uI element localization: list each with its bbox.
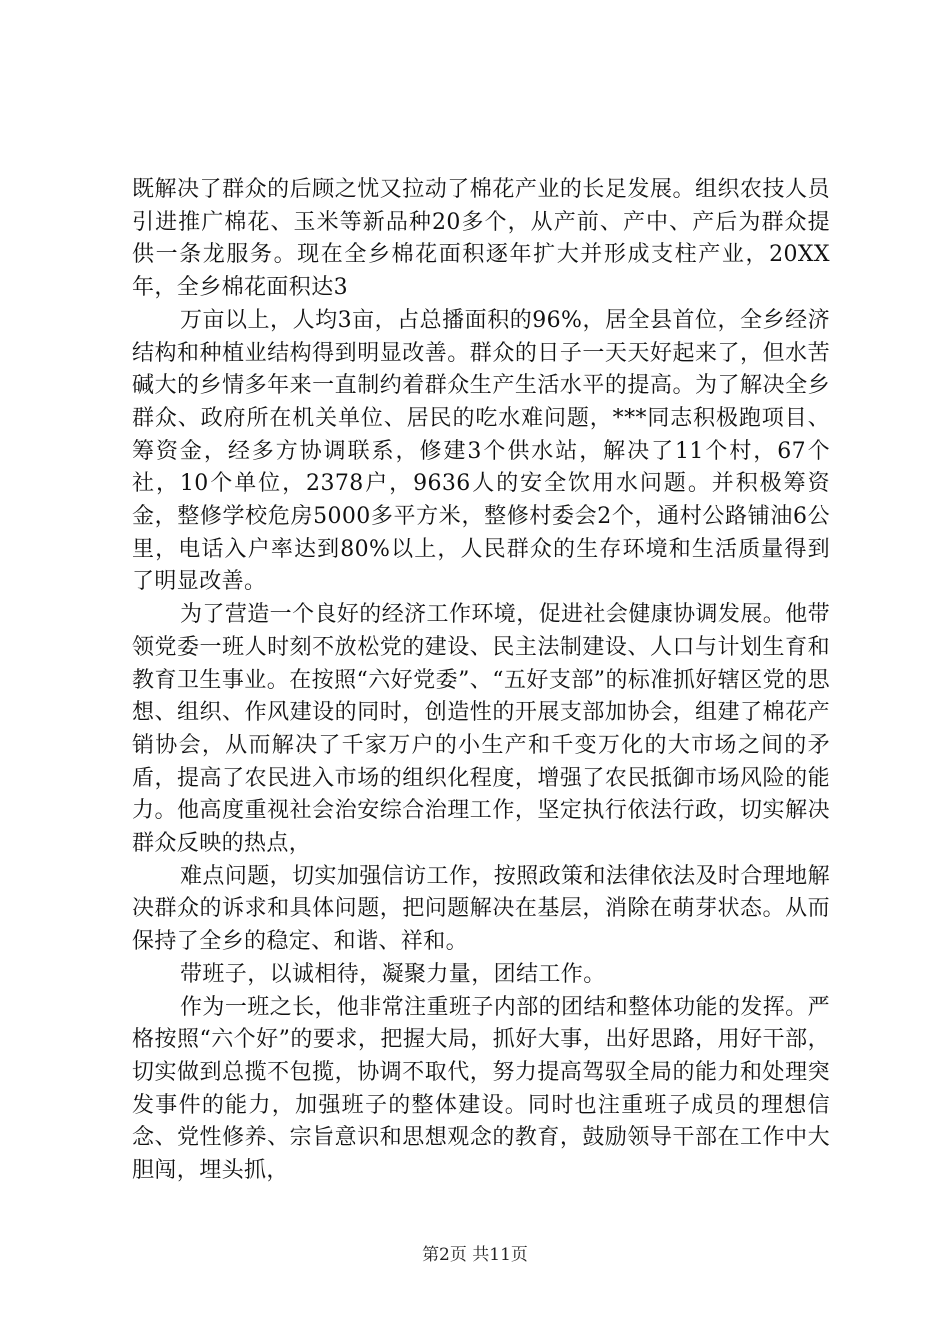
paragraph-6: 作为一班之长，他非常注重班子内部的团结和整体功能的发挥。严格按照“六个好”的要求，把握大局，抓好大事，出好思路，用好干部，切实做到总揽不包揽，协调不取代，努力提高驾驭全局的能力和处理突发事件的能力，加强班子的整体建设。同时也注重班子成员的理想信念、党性修养、宗旨意识和思想观念的教育，鼓励领导干部在工作中大胆闯，埋头抓，	[132, 994, 830, 1184]
paragraph-3: 为了营造一个良好的经济工作环境，促进社会健康协调发展。他带领党委一班人时刻不放松党的建设、民主法制建设、人口与计划生育和教育卫生事业。在按照“六好党委”、“五好支部”的标准抓好辖区党的思想、组织、作风建设的同时，创造性的开展支部加协会，组建了棉花产销协会，从而解决了千家万户的小生产和千变万化的大市场之间的矛盾，提高了农民进入市场的组织化程度，增强了农民抵御市场风险的能力。他高度重视社会治安综合治理工作，坚定执行依法行政，切实解决群众反映的热点，	[132, 602, 830, 857]
paragraph-4: 难点问题，切实加强信访工作，按照政策和法律依法及时合理地解决群众的诉求和具体问题，把问题解决在基层，消除在萌芽状态。从而保持了全乡的稳定、和谐、祥和。	[132, 863, 830, 955]
paragraph-5: 带班子，以诚相待，凝聚力量，团结工作。	[180, 961, 606, 987]
page-number-footer: 第2页 共11页	[422, 1245, 528, 1265]
paragraph-2: 万亩以上，人均3亩，占总播面积的96%，居全县首位，全乡经济结构和种植业结构得到明显改善。群众的日子一天天好起来了，但水苦碱大的乡情多年来一直制约着群众生产生活水平的提高。为了解决全乡群众、政府所在机关单位、居民的吃水难问题，***同志积极跑项目、筹资金，经多方协调联系，修建3个供水站，解决了11个村，67个社，10个单位，2378户，9636人的安全饮用水问题。并积极筹资金，整修学校危房5000多平方米，整修村委会2个，通村公路铺油6公里，电话入户率达到80%以上，人民群众的生存环境和生活质量得到了明显改善。	[132, 307, 830, 595]
document-body	[132, 174, 830, 1188]
paragraph-1: 既解决了群众的后顾之忧又拉动了棉花产业的长足发展。组织农技人员引进推广棉花、玉米等新品种20多个，从产前、产中、产后为群众提供一条龙服务。现在全乡棉花面积逐年扩大并形成支柱产业，20XX年，全乡棉花面积达3	[132, 177, 830, 301]
